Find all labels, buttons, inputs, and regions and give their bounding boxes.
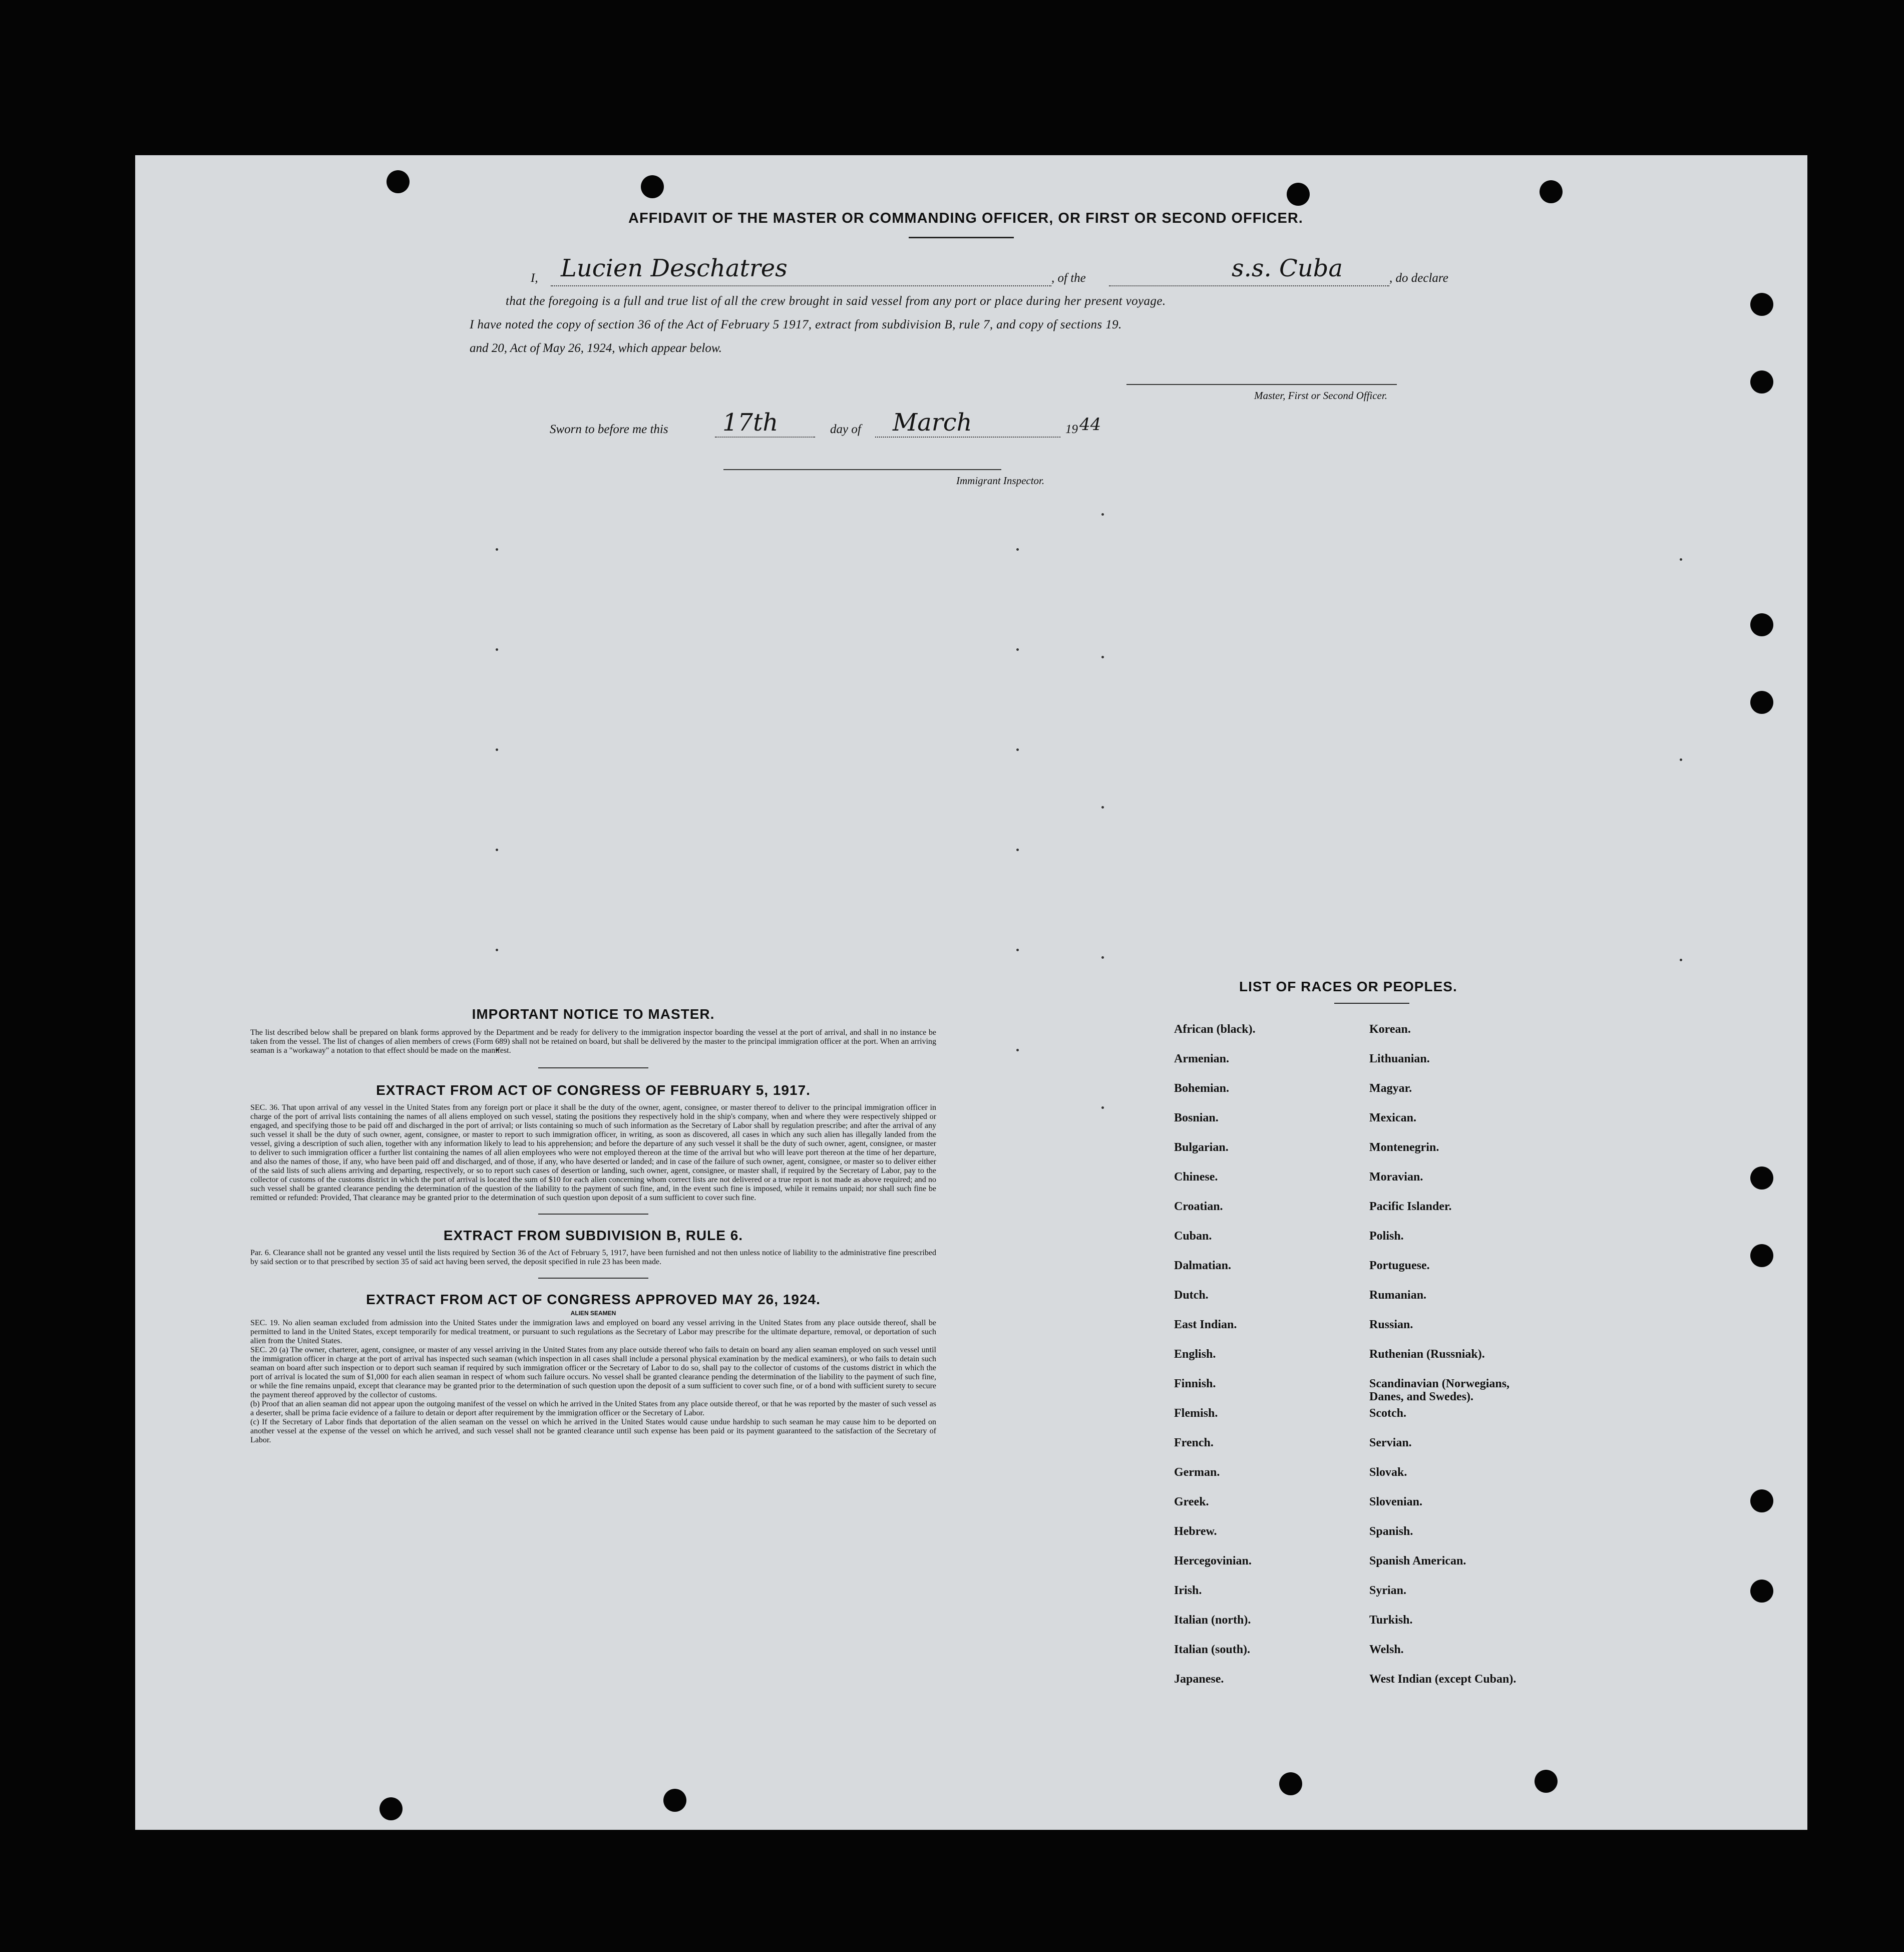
- registration-dot: [1101, 513, 1104, 516]
- race-item: Rumanian.: [1369, 1289, 1427, 1302]
- race-item: Armenian.: [1174, 1052, 1229, 1065]
- race-item: Polish.: [1369, 1230, 1404, 1243]
- registration-dot: [1101, 806, 1104, 809]
- punch-hole: [1750, 1166, 1773, 1190]
- race-item: Greek.: [1174, 1495, 1209, 1508]
- registration-dot: [1016, 1049, 1019, 1051]
- registration-dot: [1016, 548, 1019, 551]
- registration-dot: [496, 648, 498, 651]
- title-underline: [909, 237, 1014, 238]
- vessel-underline: [1109, 285, 1389, 287]
- day-underline: [715, 437, 815, 438]
- year-suffix[interactable]: 44: [1079, 415, 1101, 435]
- month-underline: [875, 437, 1060, 438]
- year-prefix: 19: [1065, 423, 1078, 436]
- race-item: Slovak.: [1369, 1466, 1407, 1479]
- race-item: Finnish.: [1174, 1377, 1216, 1390]
- inspector-signature-line[interactable]: [723, 469, 1001, 470]
- punch-hole: [1750, 370, 1773, 394]
- declaration-line-3: I have noted the copy of section 36 of the Act of February 5 1917, extract from subdivision B, rule 7, and copy of sections 19.: [470, 318, 1122, 331]
- race-item: Hebrew.: [1174, 1525, 1217, 1538]
- punch-hole: [1279, 1772, 1302, 1795]
- master-signature-label: Master, First or Second Officer.: [1254, 389, 1387, 402]
- race-item: Spanish American.: [1369, 1554, 1466, 1568]
- registration-dot: [1016, 849, 1019, 851]
- race-item: Montenegrin.: [1369, 1141, 1439, 1154]
- extract-1924-sec20a: SEC. 20 (a) The owner, charterer, agent, consignee, or master of any vessel arriving in the United States from any place outside thereof who fails to detain on board any alien seaman employed on such vessel until the immigration officer in charge at the port of arrival has inspected such seaman (which inspection in all cases shall include a personal physical examination by the medical examiners), or who fails to detain such seaman on board after such inspection or to deport such seaman if required by such immigration officer or the Secretary of Labor to do so, shall pay to the collector of customs of the customs district in which the port of arrival is located the sum of $1,000 for each alien seaman in respect of whom such failure occurs. No vessel shall be granted clearance pending the determination of the liability to the payment of such fine, or while the fine remains unpaid, except that clearance may be granted prior to the determination of such question upon the deposit of a sum sufficient to cover such fine, or of a bond with sufficient surety to secure the payment thereof approved by the collector of customs.: [250, 1346, 936, 1399]
- punch-hole: [1750, 1489, 1773, 1512]
- race-item: Chinese.: [1174, 1170, 1218, 1184]
- race-item: Bohemian.: [1174, 1082, 1230, 1095]
- section-divider: [538, 1214, 648, 1215]
- race-item: Welsh.: [1369, 1643, 1404, 1656]
- race-item: Bosnian.: [1174, 1111, 1219, 1124]
- race-item: African (black).: [1174, 1023, 1256, 1036]
- race-item: Hercegovinian.: [1174, 1554, 1252, 1568]
- punch-hole: [641, 175, 664, 198]
- registration-dot: [1680, 758, 1682, 761]
- race-item: Mexican.: [1369, 1111, 1416, 1124]
- subdivision-b-body: Par. 6. Clearance shall not be granted any vessel until the lists required by Section 36 of the Act of February 5, 1917, have been furnished and not then unless notice of liability to the administrative fine prescribed by said section or to that prescribed by section 35 of said act having been served, the deposit specified in rule 23 has been made.: [250, 1249, 936, 1266]
- registration-dot: [496, 849, 498, 851]
- punch-hole: [1750, 1244, 1773, 1267]
- extract-1924-subtitle: ALIEN SEAMEN: [570, 1310, 616, 1317]
- document-sheet: [135, 155, 1807, 1830]
- extract-1924-sec20c: (c) If the Secretary of Labor finds that deportation of the alien seaman on the vessel on which he arrived in the United States would cause undue hardship to such seaman he may cause him to be deported on another vessel at the expense of the vessel on which he arrived, and such vessel shall not be granted clearance until such expense has been paid or its payment guaranteed to the satisfaction of the Secretary of Labor.: [250, 1418, 936, 1444]
- race-item: Dalmatian.: [1174, 1259, 1231, 1272]
- punch-hole: [1750, 613, 1773, 636]
- declaration-line-2: that the foregoing is a full and true list of all the crew brought in said vessel from any port or place during her present voyage.: [506, 294, 1166, 308]
- race-item: English.: [1174, 1348, 1216, 1361]
- registration-dot: [1101, 956, 1104, 959]
- race-item: Turkish.: [1369, 1614, 1413, 1627]
- race-item: Korean.: [1369, 1023, 1411, 1036]
- punch-hole: [1750, 1580, 1773, 1603]
- declaration-line-4: and 20, Act of May 26, 1924, which appear below.: [470, 341, 722, 355]
- race-item: Ruthenian (Russniak).: [1369, 1348, 1485, 1361]
- punch-hole: [1750, 691, 1773, 714]
- registration-dot: [1016, 949, 1019, 951]
- master-name[interactable]: Lucien Deschatres: [561, 254, 788, 282]
- race-item: Flemish.: [1174, 1407, 1218, 1420]
- race-item: Moravian.: [1369, 1170, 1423, 1184]
- registration-dot: [496, 949, 498, 951]
- races-title-underline: [1334, 1003, 1409, 1004]
- vessel-name[interactable]: s.s. Cuba: [1232, 254, 1343, 282]
- race-item: Russian.: [1369, 1318, 1413, 1331]
- race-item: Spanish.: [1369, 1525, 1413, 1538]
- extract-1924-sec20b: (b) Proof that an alien seaman did not appear upon the outgoing manifest of the vessel on which he arrived in the United States from any place outside thereof, or that he was reported by the master of such vessel as a deserter, shall be prima facie evidence of a failure to detain or deport after requirement by the immigration officer or the Secretary of Labor.: [250, 1400, 936, 1417]
- race-item: Italian (north).: [1174, 1614, 1251, 1627]
- legal-notices: [250, 1006, 936, 1445]
- race-item: Portuguese.: [1369, 1259, 1430, 1272]
- race-item: Magyar.: [1369, 1082, 1412, 1095]
- race-item: Lithuanian.: [1369, 1052, 1430, 1065]
- of-the-label: , of the: [1051, 271, 1086, 285]
- notice-title: IMPORTANT NOTICE TO MASTER.: [472, 1006, 715, 1022]
- punch-hole: [1540, 180, 1563, 203]
- registration-dot: [1016, 748, 1019, 751]
- race-item: Slovenian.: [1369, 1495, 1423, 1508]
- race-item: Italian (south).: [1174, 1643, 1251, 1656]
- sworn-month[interactable]: March: [893, 409, 972, 437]
- master-signature-line[interactable]: [1126, 384, 1397, 385]
- punch-hole: [1535, 1770, 1558, 1793]
- race-item: Croatian.: [1174, 1200, 1223, 1213]
- race-item: Servian.: [1369, 1436, 1412, 1449]
- race-item: Pacific Islander.: [1369, 1200, 1452, 1213]
- race-item: Japanese.: [1174, 1673, 1224, 1686]
- subdivision-b-title: EXTRACT FROM SUBDIVISION B, RULE 6.: [443, 1228, 743, 1243]
- punch-hole: [379, 1797, 403, 1820]
- section-divider: [538, 1067, 648, 1068]
- race-item: West Indian (except Cuban).: [1369, 1673, 1516, 1686]
- races-title: LIST OF RACES OR PEOPLES.: [1239, 979, 1457, 994]
- race-item: Scotch.: [1369, 1407, 1406, 1420]
- punch-hole: [1750, 293, 1773, 316]
- race-item: Bulgarian.: [1174, 1141, 1229, 1154]
- extract-1917-body: SEC. 36. That upon arrival of any vessel in the United States from any foreign port or place it shall be the duty of the owner, agent, consignee, or master thereof to deliver to the principal immigration officer in charge of the port of arrival lists containing the names of all aliens employed on such vessel, stating the positions they respectively hold in the ship's company, when and where they were respectively shipped or engaged, and specifying those to be paid off and discharged in the port of arrival; or lists containing so much of such information as the Secretary of Labor shall by regulation prescribe; and after the arrival of any such vessel it shall be the duty of such owner, agent, consignee, or master to report to such immigration officer, in writing, as soon as discovered, all cases in which any such alien has illegally landed from the vessel, giving a description of such alien, together with any information likely to lead to his apprehension; and before the departure of any such vessel it shall be the duty of such owner, agent, consignee, or master to deliver to such immigration officer a further list containing the names of all alien employees who were not employed thereon at the time of the arrival but who will leave port thereon at the time of her departure, and also the names of those, if any, who have been paid off and discharged, and of those, if any, who have deserted or landed; and in case of the failure of such owner, agent, consignee, or master so to deliver either of the said lists of such aliens arriving and departing, respectively, or so to report such cases of desertion or landing, such owner, agent, consignee, or master shall, if required by the Secretary of Labor, pay to the collector of customs of the customs district in which the port of arrival is located the sum of $10 for each alien concerning whom correct lists are not delivered or a true report is not made as above required; and no such vessel shall be granted clearance pending the determination of the question of the liability to the payment of such fine, and, in the event such fine is imposed, while it remains unpaid; nor shall such fine be remitted or refunded: Provided, That clearance may be granted prior to the determination of such question upon deposit of a sum sufficient to cover such fine.: [250, 1103, 936, 1202]
- section-divider: [538, 1278, 648, 1279]
- punch-hole: [387, 170, 410, 193]
- race-item: Syrian.: [1369, 1584, 1407, 1597]
- registration-dot: [1680, 558, 1682, 561]
- registration-dot: [1101, 1106, 1104, 1109]
- registration-dot: [496, 548, 498, 551]
- do-declare-label: , do declare: [1389, 271, 1448, 285]
- day-of-label: day of: [830, 423, 861, 436]
- affidavit-title: AFFIDAVIT OF THE MASTER OR COMMANDING OFFICER, OR FIRST OR SECOND OFFICER.: [628, 210, 1303, 226]
- i-label: I,: [531, 271, 538, 285]
- notice-body: The list described below shall be prepared on blank forms approved by the Department and be ready for delivery to the immigration inspector boarding the vessel at the port of arrival, and shall in no instance be taken from the vessel. The list of changes of alien members of crews (Form 689) shall not be retained on board, but shall be delivered by the master to the principal immigration officer at the port. When an arriving seaman is a "workaway" a notation to that effect should be made on the manifest.: [250, 1028, 936, 1055]
- races-column-2: [1369, 1023, 1530, 1702]
- name-underline: [551, 285, 1051, 287]
- extract-1924-title: EXTRACT FROM ACT OF CONGRESS APPROVED MAY 26, 1924.: [366, 1292, 821, 1307]
- registration-dot: [1680, 959, 1682, 961]
- race-item: East Indian.: [1174, 1318, 1237, 1331]
- race-item: German.: [1174, 1466, 1220, 1479]
- extract-1917-title: EXTRACT FROM ACT OF CONGRESS OF FEBRUARY 5, 1917.: [376, 1082, 811, 1098]
- registration-dot: [1016, 648, 1019, 651]
- punch-hole: [1287, 183, 1310, 206]
- sworn-day[interactable]: 17th: [722, 409, 779, 437]
- registration-dot: [496, 748, 498, 751]
- race-item: French.: [1174, 1436, 1214, 1449]
- races-column-1: [1174, 1023, 1256, 1702]
- race-item: Dutch.: [1174, 1289, 1209, 1302]
- registration-dot: [1101, 656, 1104, 658]
- inspector-signature-label: Immigrant Inspector.: [956, 475, 1045, 487]
- race-item: Cuban.: [1174, 1230, 1212, 1243]
- race-item: Scandinavian (Norwegians, Danes, and Swedes).: [1369, 1377, 1510, 1403]
- sworn-label: Sworn to before me this: [550, 423, 668, 436]
- punch-hole: [663, 1789, 686, 1812]
- extract-1924-sec19: SEC. 19. No alien seaman excluded from admission into the United States under the immigration laws and employed on board any vessel arriving in the United States from any place outside thereof, shall be permitted to land in the United States, except temporarily for medical treatment, or pursuant to such regulations as the Secretary of Labor may prescribe for the ultimate departure, removal, or deportation of such alien from the United States.: [250, 1319, 936, 1345]
- race-item: Irish.: [1174, 1584, 1202, 1597]
